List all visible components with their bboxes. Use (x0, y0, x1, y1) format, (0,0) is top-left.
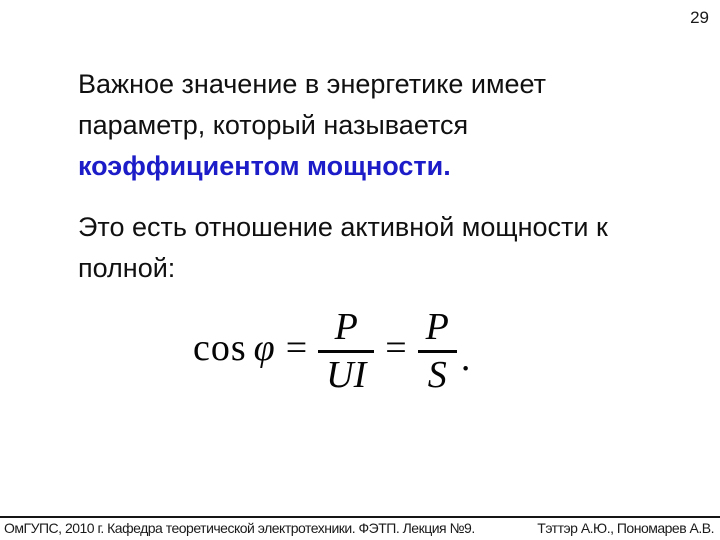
paragraph-intro-line1: Важное значение в энергетике имеет (78, 69, 547, 99)
highlight-term: коэффициентом мощности. (78, 151, 451, 181)
equals-sign: = (285, 327, 308, 369)
page-number: 29 (690, 8, 709, 27)
fraction1-denominator: UI (326, 353, 367, 396)
footer-divider (0, 516, 720, 518)
footer-left-text: ОмГУПС, 2010 г. Кафедра теоретической электротехники. ФЭТП. Лекция №9. (4, 520, 475, 536)
fraction2-numerator: P (425, 306, 449, 349)
paragraph-definition-line2: полной: (78, 253, 176, 283)
footer-right-text: Тэттэр А.Ю., Пономарев А.В. (537, 520, 714, 536)
power-factor-formula (193, 303, 470, 399)
fraction1-numerator: P (334, 306, 358, 349)
fraction2-denominator: S (427, 353, 447, 396)
fraction-p-over-ui (318, 308, 374, 394)
paragraph-intro-line2: параметр, который называется (78, 110, 469, 140)
formula-period: . (460, 337, 471, 379)
fraction-bar (318, 350, 374, 353)
fraction-bar (418, 350, 457, 353)
phi-symbol: φ (253, 327, 275, 369)
cos-function: cos (193, 327, 247, 369)
equals-sign: = (385, 327, 407, 369)
footer (4, 520, 714, 536)
paragraph-definition-line1: Это есть отношение активной мощности к (78, 212, 608, 242)
fraction-p-over-s (418, 308, 457, 394)
paragraph-intro (78, 64, 618, 187)
paragraph-definition (78, 207, 618, 289)
body-text (78, 64, 618, 309)
